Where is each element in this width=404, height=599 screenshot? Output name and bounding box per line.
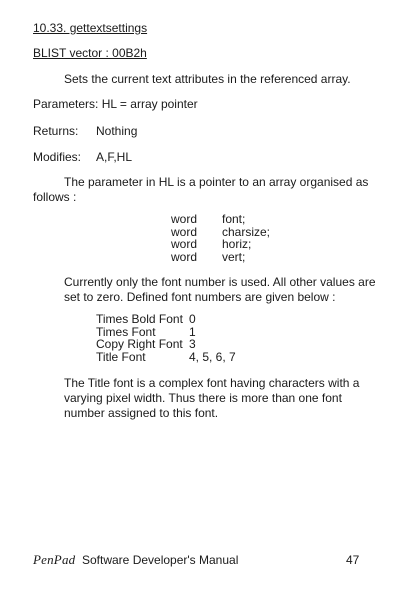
struct-type: word [171, 249, 198, 264]
returns-row [33, 124, 137, 138]
modifies-row [33, 150, 132, 164]
font-name: Title Font [96, 349, 146, 364]
struct-field: vert; [222, 249, 246, 264]
vector-line: BLIST vector : 00B2h [33, 46, 147, 60]
title-font-note [64, 376, 359, 421]
font-table-row [96, 351, 236, 364]
returns-value: Nothing [96, 124, 138, 138]
title-font-note-line-3: number assigned to this font. [64, 406, 219, 420]
title-font-note-line-2: varying pixel width. Thus there is more than one font [64, 391, 342, 405]
array-intro-line-1: The parameter in HL is a pointer to an array organised as [64, 175, 369, 189]
manual-title: Software Developer's Manual [82, 553, 239, 567]
fonts-intro-line-2: set to zero. Defined font numbers are given below : [64, 290, 336, 304]
modifies-value: A,F,HL [96, 150, 133, 164]
array-intro-paragraph-cont [33, 190, 76, 205]
struct-field: charsize; [222, 224, 271, 239]
struct-field: horiz; [222, 237, 252, 251]
array-intro-line-2: follows : [33, 190, 77, 204]
fonts-intro-line-1: Currently only the font number is used. All other values are [64, 275, 376, 289]
font-number: 0 [189, 312, 196, 326]
font-name: Times Bold Font [96, 312, 183, 326]
font-table-row [96, 338, 196, 351]
title-font-note-line-1: The Title font is a complex font having characters with a [64, 376, 360, 390]
parameters-label: Parameters: [33, 97, 99, 111]
parameters-row [33, 97, 198, 111]
array-intro-paragraph [64, 175, 368, 190]
struct-type: word [171, 237, 198, 251]
parameters-value: HL = array pointer [101, 97, 198, 111]
returns-label: Returns: [33, 124, 79, 138]
struct-type: word [171, 212, 198, 226]
page-number: 47 [346, 553, 360, 567]
font-table-row [96, 313, 196, 326]
font-number: 1 [189, 324, 196, 339]
penpad-logo: PenPad [33, 552, 76, 567]
font-name: Times Font [96, 324, 156, 339]
description: Sets the current text attributes in the referenced array. [64, 72, 351, 86]
font-number: 3 [189, 337, 196, 351]
struct-field: font; [222, 212, 246, 226]
font-name: Copy Right Font [96, 337, 183, 351]
struct-field-row [171, 251, 245, 264]
font-number: 4, 5, 6, 7 [189, 349, 236, 364]
modifies-label: Modifies: [33, 150, 82, 164]
struct-type: word [171, 224, 198, 239]
fonts-intro-paragraph [64, 275, 376, 305]
section-heading: 10.33. gettextsettings [33, 21, 148, 35]
